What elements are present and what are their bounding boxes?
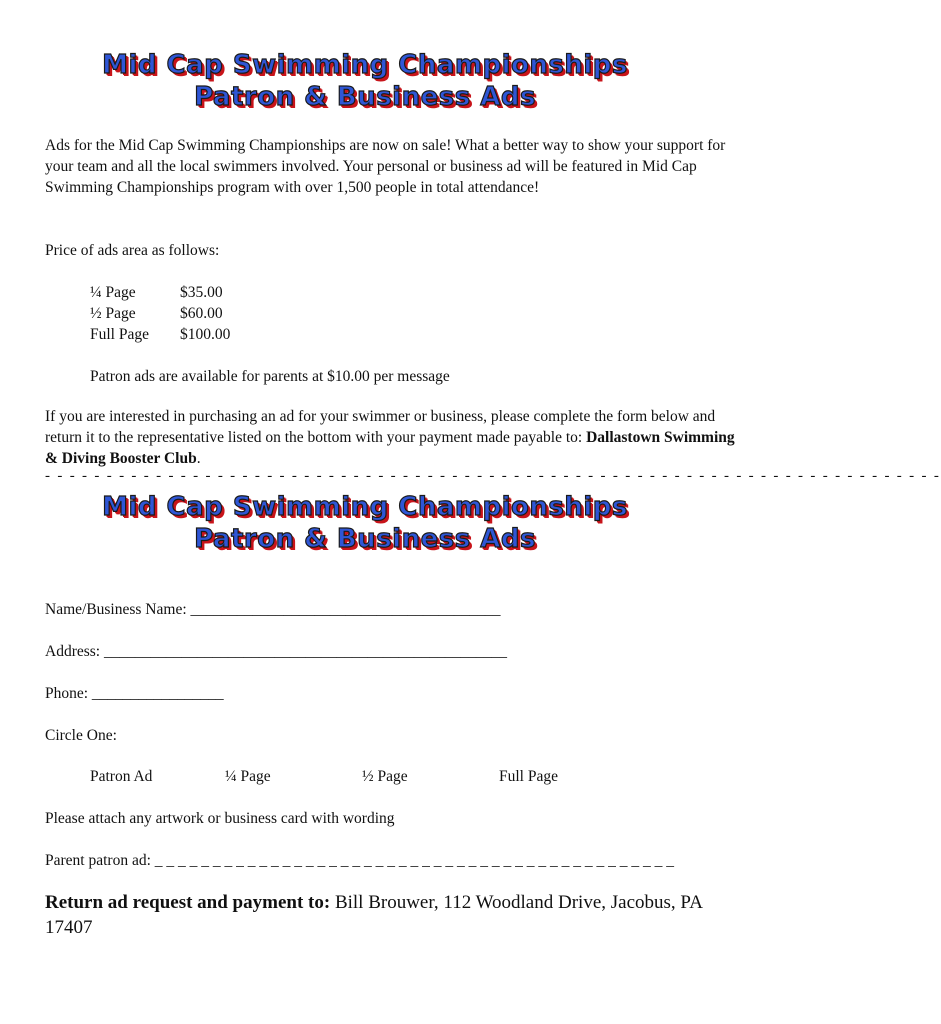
price-row <box>90 324 230 345</box>
instructions-paragraph <box>45 406 735 469</box>
option-half-page[interactable]: ½ Page <box>362 768 408 785</box>
payee-name: Dallastown Swimming & Diving Booster Club <box>45 429 735 467</box>
price-list <box>45 282 230 345</box>
ad-type-options <box>45 766 558 787</box>
price-row <box>90 282 230 303</box>
price-amount: $100.00 <box>180 326 231 343</box>
option-patron-ad[interactable]: Patron Ad <box>90 768 153 785</box>
option-quarter-page[interactable]: ¼ Page <box>225 768 271 785</box>
return-address: Bill Brouwer, 112 Woodland Drive, Jacobus, PA 17407 <box>45 892 702 938</box>
instructions-end: . <box>196 450 201 467</box>
price-amount: $35.00 <box>180 284 223 301</box>
intro-paragraph: Ads for the Mid Cap Swimming Championships are now on sale! What a better way to show your support for your team and all the local swimmers involved. Your personal or business ad will be featured in Mid Cap Swimming Championships program with over 1,500 people in total attendance! <box>45 137 726 196</box>
patron-note: Patron ads are available for parents at $10.00 per message <box>90 368 450 385</box>
price-size: ¼ Page <box>90 284 136 301</box>
cut-line-divider: - - - - - - - - - - - - - - - - - - - - - - - - - - - - - - - - - - - - - - - - - - - - - - - - - - - - - - - - - - - - - - - - - - - - - - - - - <box>45 468 941 484</box>
parent-patron-field[interactable]: Parent patron ad: _ _ _ _ _ _ _ _ _ _ _ _ _ _ _ _ _ _ _ _ _ _ _ _ _ _ _ _ _ _ _ _ _ _ _ _ _ _ _ _ _ _ _ _ _ <box>45 852 675 869</box>
banner-title: Mid Cap Swimming Championships <box>102 492 628 522</box>
header-banner <box>45 49 685 113</box>
form-banner <box>45 491 685 555</box>
return-label: Return ad request and payment to: <box>45 892 331 913</box>
price-amount: $60.00 <box>180 305 223 322</box>
price-size: Full Page <box>90 326 149 343</box>
option-full-page[interactable]: Full Page <box>499 768 558 785</box>
return-instructions <box>45 890 735 940</box>
banner-subtitle: Patron & Business Ads <box>194 82 536 112</box>
attach-note: Please attach any artwork or business card with wording <box>45 810 395 827</box>
price-heading: Price of ads area as follows: <box>45 242 220 259</box>
circle-one-label: Circle One: <box>45 727 117 744</box>
price-size: ½ Page <box>90 305 136 322</box>
banner-title: Mid Cap Swimming Championships <box>102 50 628 80</box>
price-row <box>90 303 230 324</box>
banner-subtitle: Patron & Business Ads <box>194 524 536 554</box>
address-field[interactable]: Address: ____________________________________________________ <box>45 643 507 660</box>
instructions-text: If you are interested in purchasing an ad for your swimmer or business, please complete the form below and return it to the representative listed on the bottom with your payment made payable to: <box>45 408 716 446</box>
phone-field[interactable]: Phone: _________________ <box>45 685 224 702</box>
name-business-field[interactable]: Name/Business Name: ________________________________________ <box>45 601 501 618</box>
